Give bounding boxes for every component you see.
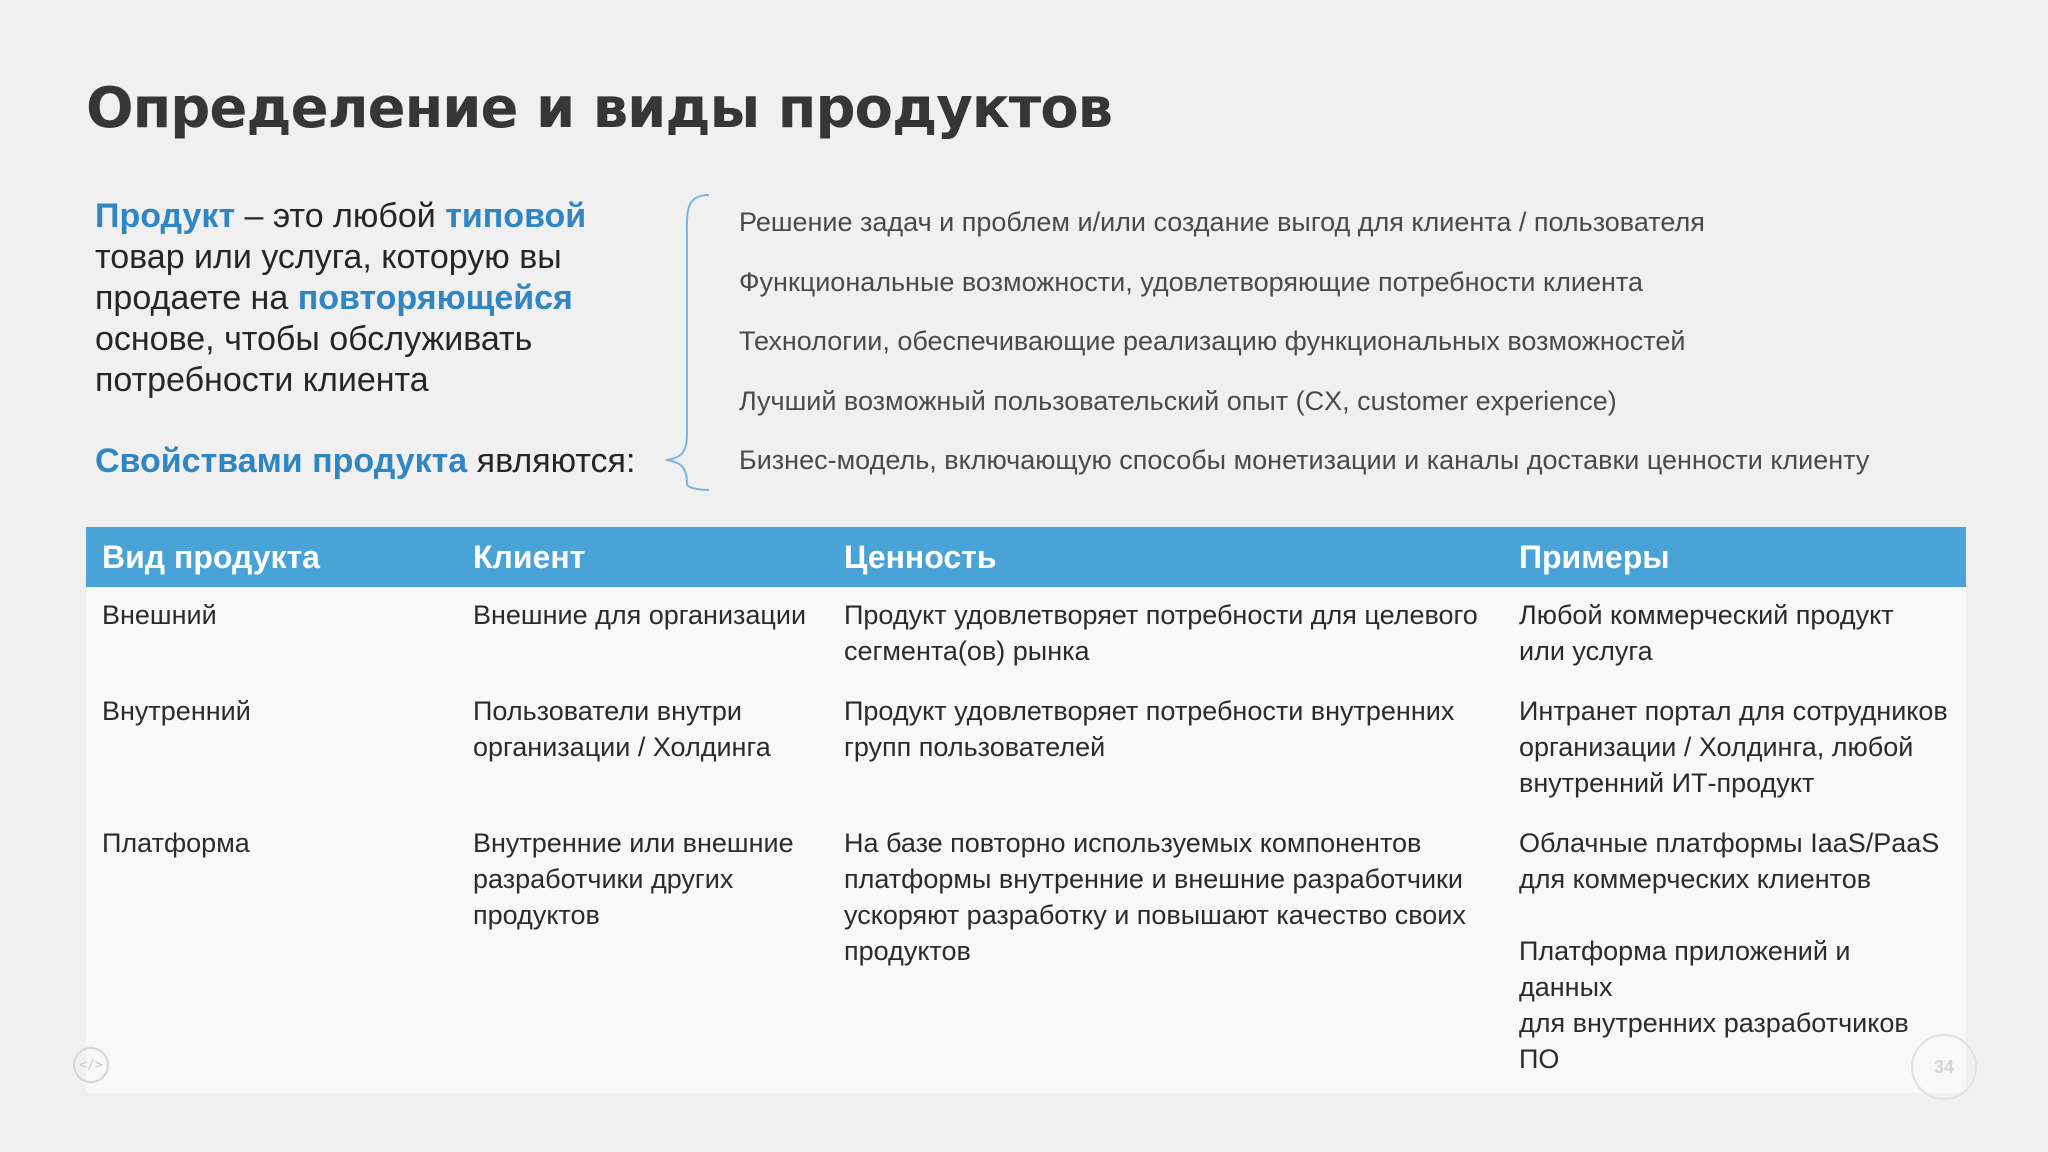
table-cell: Пользователи внутри организации / Холдинга xyxy=(473,696,771,762)
table-cell: Продукт удовлетворяет потребности для целевого сегмента(ов) рынка xyxy=(844,600,1478,666)
property-item: Лучший возможный пользовательский опыт (CX, customer experience) xyxy=(739,385,1617,416)
definition-text-1: – это любой xyxy=(235,197,446,235)
table-cell: Интранет портал для сотрудников организации / Холдинга, любой внутренний ИТ-продукт xyxy=(1519,696,1948,798)
definition-term: Продукт xyxy=(95,197,236,235)
property-item: Решение задач и проблем и/или создание выгод для клиента / пользователя xyxy=(739,207,1705,237)
table-cell: Внутренний xyxy=(102,696,251,726)
properties-heading-suffix: являются: xyxy=(467,442,636,480)
page-number: 34 xyxy=(1911,1034,1977,1100)
table-row xyxy=(86,683,1966,815)
properties-heading-label: Свойствами продукта xyxy=(95,442,468,480)
curly-brace-icon xyxy=(660,192,712,492)
table-cell: Платформа xyxy=(102,828,250,858)
property-item: Бизнес-модель, включающую способы монетизации и каналы доставки ценности клиенту xyxy=(739,445,1870,475)
table-header-row xyxy=(86,527,1966,587)
definition-emphasis-typical: типовой xyxy=(445,197,587,235)
definition-text-2: товар или услуга, которую вы продаете на xyxy=(95,238,562,317)
property-item: Технологии, обеспечивающие реализацию функциональных возможностей xyxy=(739,326,1686,356)
table-cell: Продукт удовлетворяет потребности внутренних групп пользователей xyxy=(844,696,1455,762)
table-cell: Внутренние или внешние разработчики других продуктов xyxy=(473,828,794,930)
properties-list xyxy=(739,198,1869,496)
slide-title: Определение и виды продуктов xyxy=(86,76,1113,141)
product-definition xyxy=(95,196,655,401)
table-cell: Внешний xyxy=(102,600,217,630)
code-brackets-icon: </> xyxy=(73,1047,109,1083)
column-header-examples: Примеры xyxy=(1503,527,1966,587)
column-header-client: Клиент xyxy=(457,527,828,587)
table-cell: На базе повторно используемых компонентов платформы внутренние и внешние разработчики ускоряют разработку и повышают качество своих продуктов xyxy=(844,828,1466,966)
table-cell: Внешние для организации xyxy=(473,600,807,630)
table-cell: Облачные платформы IaaS/PaaS для коммерческих клиентов Платформа приложений и данных для внутренних разработчиков ПО xyxy=(1519,828,1940,1074)
properties-heading xyxy=(95,441,635,482)
table-cell: Любой коммерческий продукт или услуга xyxy=(1519,600,1894,666)
column-header-product-type: Вид продукта xyxy=(86,527,457,587)
table-row xyxy=(86,815,1966,1093)
definition-text-3: основе, чтобы обслуживать потребности клиента xyxy=(95,320,533,399)
property-item: Функциональные возможности, удовлетворяющие потребности клиента xyxy=(739,266,1643,297)
product-types-table xyxy=(86,527,1966,1093)
definition-emphasis-recurring: повторяющейся xyxy=(297,279,573,317)
table-row xyxy=(86,587,1966,683)
column-header-value: Ценность xyxy=(828,527,1503,587)
